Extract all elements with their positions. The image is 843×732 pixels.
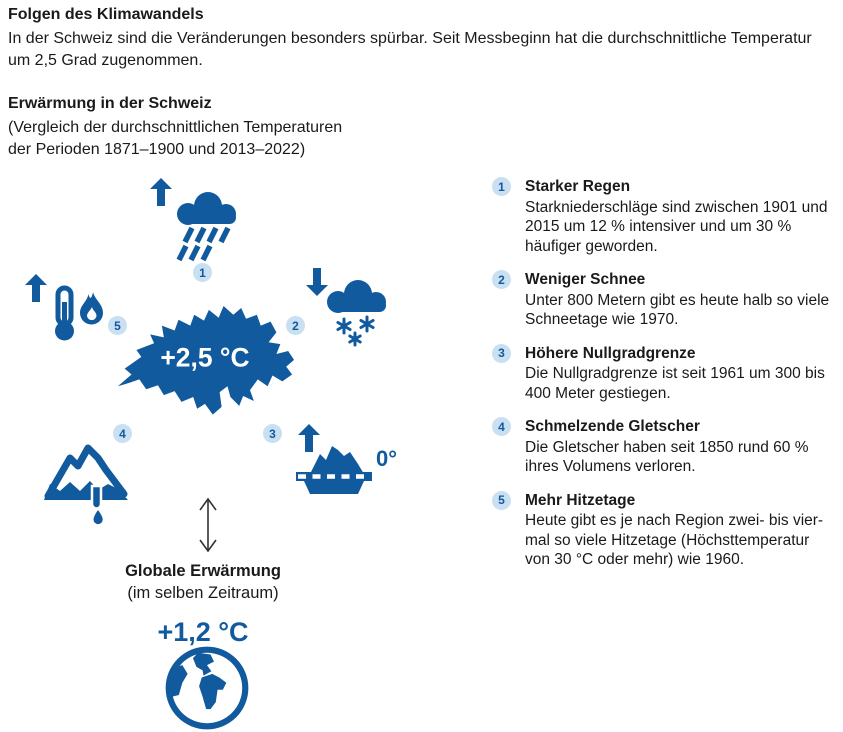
legend-title-1: Starker Regen	[525, 178, 631, 195]
legend-body-2: Unter 800 Metern gibt es heute halb so viele Schneetage wie 1970.	[525, 291, 830, 328]
zero-degree-line-icon	[288, 422, 406, 500]
zero-degree-label: 0°	[376, 446, 398, 471]
rain-strokes-icon	[179, 228, 228, 260]
legend-item-5	[492, 491, 843, 570]
global-warming-sublabel: (im selben Zeitraum)	[127, 584, 279, 602]
map-badge-2: 2	[286, 316, 305, 335]
legend	[492, 177, 843, 570]
legend-body-3: Die Nullgradgrenze ist seit 1961 um 300 bis 400 Meter gestiegen.	[525, 365, 825, 402]
map-badge-3: 3	[263, 424, 282, 443]
legend-body-1: Starkniederschläge sind zwischen 1901 und 2015 um 12 % intensiver und um 30 % häufiger geworden.	[525, 198, 828, 255]
map-badge-4: 4	[113, 424, 132, 443]
water-drop-icon	[94, 510, 103, 524]
subtitle-line-1: (Vergleich der durchschnittlichen Temperaturen	[8, 119, 343, 136]
global-temperature-label: +1,2 °C	[157, 617, 249, 647]
legend-item-2	[492, 270, 843, 330]
up-arrow-icon	[25, 274, 47, 302]
heavy-rain-icon	[140, 174, 246, 264]
legend-item-3	[492, 344, 843, 404]
legend-item-4	[492, 417, 843, 477]
legend-body-5: Heute gibt es je nach Region zwei- bis vier-mal so viele Hitzetage (Höchsttemperatur von 30 °C oder mehr) wie 1960.	[525, 512, 824, 568]
legend-badge-4: 4	[492, 417, 511, 436]
map-badge-1: 1	[193, 263, 212, 282]
flame-icon	[80, 292, 103, 325]
legend-title-2: Weniger Schnee	[525, 271, 646, 288]
infographic-title: Erwärmung in der Schweiz	[8, 95, 212, 112]
thermometer-flame-icon	[22, 272, 114, 354]
intro-paragraph: In der Schweiz sind die Veränderungen besonders spürbar. Seit Messbeginn hat die durchschnittliche Temperatur um 2,5 Grad zugenommen.	[8, 30, 812, 69]
switzerland-map	[110, 288, 296, 416]
legend-item-1	[492, 177, 843, 256]
down-arrow-icon	[306, 268, 328, 296]
global-warming-label: Globale Erwärmung	[125, 562, 281, 580]
legend-title-4: Schmelzende Gletscher	[525, 418, 700, 435]
map-badge-5: 5	[108, 316, 127, 335]
legend-title-5: Mehr Hitzetage	[525, 491, 636, 509]
legend-body-4: Die Gletscher haben seit 1850 rund 60 % ihres Volumens verloren.	[525, 438, 809, 475]
thermometer-icon	[55, 288, 74, 341]
legend-badge-5: 5	[492, 491, 511, 510]
up-arrow-icon	[298, 424, 320, 452]
melting-glacier-icon	[36, 436, 140, 526]
double-arrow-icon	[193, 495, 223, 555]
globe-icon	[163, 644, 251, 732]
legend-badge-2: 2	[492, 270, 511, 289]
subtitle-line-2: der Perioden 1871–1900 und 2013–2022)	[8, 141, 306, 158]
up-arrow-icon	[150, 178, 172, 206]
legend-badge-1: 1	[492, 177, 511, 196]
mountain-icon	[296, 446, 372, 494]
icicle-icon	[92, 486, 101, 509]
global-warming-block	[58, 560, 348, 648]
swiss-temperature-label: +2,5 °C	[160, 342, 250, 373]
snowflakes-icon	[338, 317, 373, 345]
legend-badge-3: 3	[492, 344, 511, 363]
snow-cloud-icon	[298, 266, 402, 358]
legend-title-3: Höhere Nullgradgrenze	[525, 344, 696, 362]
infographic-subtitle	[8, 117, 342, 161]
page-title: Folgen des Klimawandels	[8, 6, 204, 23]
